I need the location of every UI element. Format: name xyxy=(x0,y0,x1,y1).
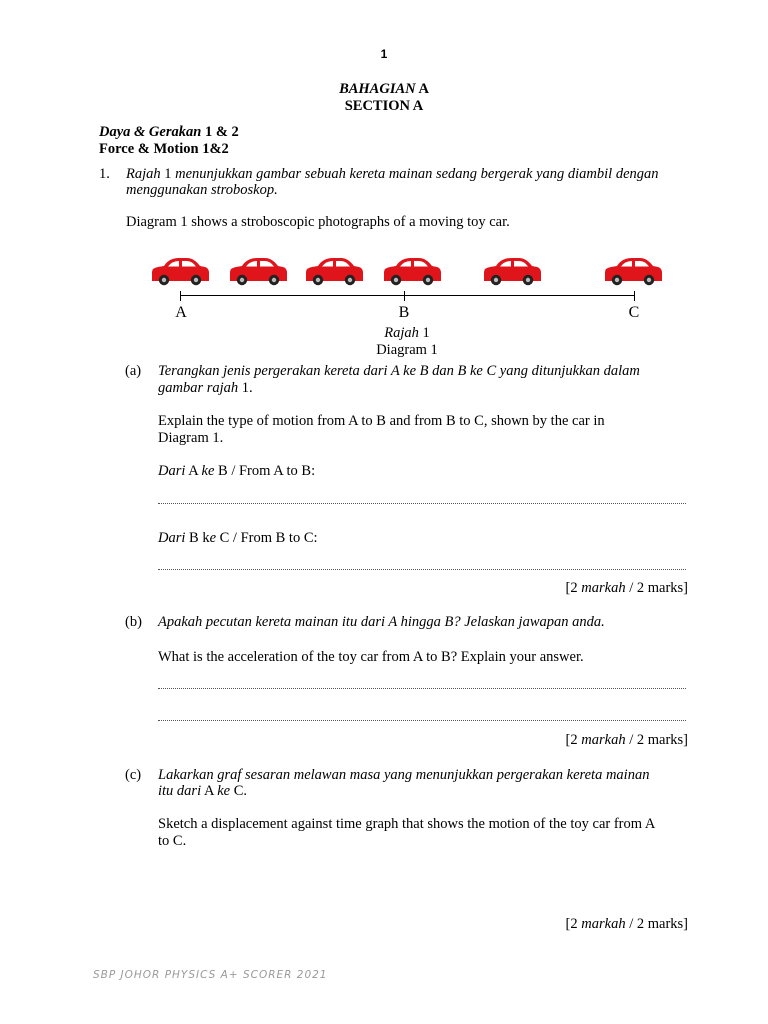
part-c-question-en: Sketch a displacement against time graph that shows the motion of the toy car from A xyxy=(158,816,656,832)
part-c-ms-text: ke xyxy=(217,783,231,799)
marks-text: / 2 marks] xyxy=(629,732,688,748)
part-c-ms-text: C. xyxy=(233,783,248,799)
section-ms-word: BAHAGIAN xyxy=(339,81,416,97)
topic-en: Force & Motion 1&2 xyxy=(99,141,229,157)
marks-text: [2 xyxy=(565,916,578,932)
marks-text: / 2 marks] xyxy=(629,916,688,932)
part-a-question-ms-line2 xyxy=(158,379,253,397)
tick-mark-b xyxy=(404,291,405,301)
part-a-prompt-a-to-b xyxy=(158,462,315,480)
prompt-word: Dari xyxy=(158,463,186,479)
intro-ms-rajah: Rajah xyxy=(126,166,161,182)
track-line xyxy=(180,295,635,296)
part-a-label: (a) xyxy=(125,363,142,379)
topic-ms-number: 1 & 2 xyxy=(204,124,239,140)
topic-ms xyxy=(99,123,239,141)
intro-ms-text: menunjukkan gambar sebuah kereta mainan sedang bergerak yang diambil dengan xyxy=(175,166,659,182)
answer-line[interactable] xyxy=(158,685,686,689)
part-c-question-en-line2: to C. xyxy=(158,833,187,849)
tick-mark-c xyxy=(634,291,635,301)
part-a-question-ms: Terangkan jenis pergerakan kereta dari A ke B dan B ke C yang ditunjukkan dalam xyxy=(158,363,640,379)
answer-line[interactable] xyxy=(158,566,686,570)
tick-mark-a xyxy=(180,291,181,301)
section-title-ms xyxy=(0,80,768,98)
toy-car-image xyxy=(227,254,289,286)
prompt-word: ke xyxy=(201,463,215,479)
intro-ms-num: 1 xyxy=(164,166,172,182)
caption-ms-rajah: Rajah xyxy=(384,325,419,341)
part-b-question-en: What is the acceleration of the toy car from A to B? Explain your answer. xyxy=(158,649,584,665)
answer-line[interactable] xyxy=(158,500,686,504)
section-title-en: SECTION A xyxy=(344,98,424,114)
part-b-marks xyxy=(566,731,688,749)
part-c-question-ms: Lakarkan graf sesaran melawan masa yang menunjukkan pergerakan kereta mainan xyxy=(158,767,650,783)
toy-car-image xyxy=(303,254,365,286)
footer-text: SBP JOHOR PHYSICS A+ SCORER 2021 xyxy=(93,969,328,981)
marks-text: [2 xyxy=(565,580,578,596)
prompt-word: B / From A to B: xyxy=(218,463,316,479)
part-a-ms-num: 1. xyxy=(241,380,253,396)
marks-text: [2 xyxy=(565,732,578,748)
marks-text: markah xyxy=(581,916,626,932)
toy-car-image xyxy=(149,254,211,286)
prompt-word: e xyxy=(209,530,217,546)
part-a-question-en: Explain the type of motion from A to B and from B to C, shown by the car in xyxy=(158,413,605,429)
point-label-a: A xyxy=(175,304,187,321)
point-label-b: B xyxy=(398,304,410,321)
prompt-word: B k xyxy=(189,530,210,546)
part-a-ms-text: gambar rajah xyxy=(158,380,239,396)
diagram-caption-ms xyxy=(307,324,507,342)
graph-sketch-area[interactable] xyxy=(158,855,686,910)
part-c-ms-text: itu dari xyxy=(158,783,202,799)
toy-car-image xyxy=(602,254,664,286)
question-number: 1. xyxy=(99,166,110,182)
question-intro-ms-line2: menggunakan stroboskop. xyxy=(126,182,278,198)
point-label-c: C xyxy=(628,304,640,321)
part-b-label: (b) xyxy=(125,614,142,630)
caption-ms-num: 1 xyxy=(422,325,430,341)
answer-line[interactable] xyxy=(158,717,686,721)
part-c-ms-text: A xyxy=(203,783,214,799)
part-b-question-ms: Apakah pecutan kereta mainan itu dari A hingga B? Jelaskan jawapan anda. xyxy=(158,614,605,630)
prompt-word: Dari xyxy=(158,530,186,546)
marks-text: markah xyxy=(581,580,626,596)
part-a-question-en-line2: Diagram 1. xyxy=(158,430,224,446)
question-intro-en: Diagram 1 shows a stroboscopic photographs of a moving toy car. xyxy=(126,214,510,230)
part-a-prompt-b-to-c xyxy=(158,529,318,547)
diagram-caption-en: Diagram 1 xyxy=(376,342,438,358)
marks-text: / 2 marks] xyxy=(629,580,688,596)
section-ms-letter: A xyxy=(418,81,429,97)
part-c-question-ms-line2 xyxy=(158,782,247,800)
part-a-marks xyxy=(566,579,688,597)
toy-car-image xyxy=(381,254,443,286)
topic-ms-text: Daya & Gerakan xyxy=(99,124,202,140)
part-c-label: (c) xyxy=(125,767,142,783)
marks-text: markah xyxy=(581,732,626,748)
part-c-marks xyxy=(566,915,688,933)
page-number: 1 xyxy=(380,47,388,61)
toy-car-image xyxy=(481,254,543,286)
prompt-word: C / From B to C: xyxy=(219,530,318,546)
prompt-word: A xyxy=(188,463,198,479)
